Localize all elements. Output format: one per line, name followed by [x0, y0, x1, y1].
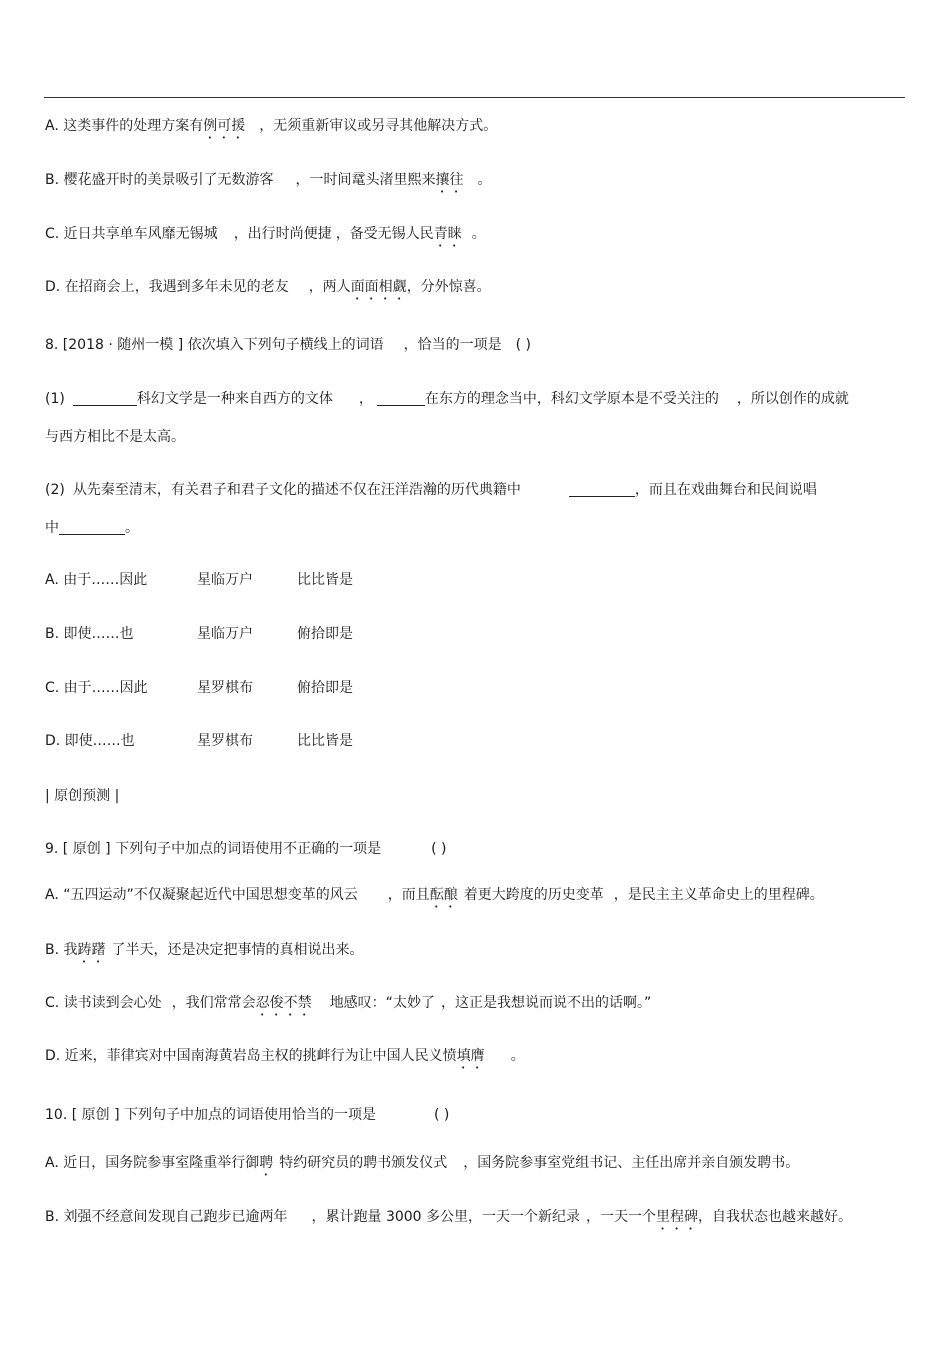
option-text: 特约研究员的聘书颁发仪式 [279, 1155, 448, 1171]
dotted-word: 攘往 [435, 172, 464, 188]
option-text: B. 刘强不经意间发现自己跑步已逾两年 [45, 1209, 288, 1225]
sentence-text: 科幻文学是一种来自西方的文体 [136, 391, 333, 407]
question-stem: 10. [ 原创 ] 下列句子中加点的词语使用恰当的一项是 [45, 1107, 376, 1123]
question-stem: 9. [ 原创 ] 下列句子中加点的词语使用不正确的一项是 [45, 841, 382, 857]
q8-sentence-1 [45, 389, 849, 409]
option-text: ，我遇到多年未见的老友 [134, 279, 289, 295]
option-text: ，一天一个 [586, 1209, 657, 1225]
option-text: 。 [471, 226, 486, 242]
option-text: ，而且 [387, 887, 430, 903]
option-text: 星罗棋布 [197, 733, 253, 749]
option-text: C. 由于……因此 [45, 680, 148, 696]
sentence-number: (1) [45, 391, 65, 407]
q8-sentence-1-cont [45, 427, 185, 447]
option-text: ，无须重新审议或另寻其他解决方式。 [259, 118, 498, 134]
option-text: C. 读书读到会心处 [45, 995, 162, 1011]
dotted-word: 酝酿 [429, 887, 458, 903]
option-text: B. 樱花盛开时的美景吸引了无数游客 [45, 172, 274, 188]
section-heading: | 原创预测 | [45, 788, 120, 804]
option-text: ，这正是我想说而说不出的话啊。” [440, 995, 652, 1011]
sentence-text: 在东方的理念当中 [424, 391, 537, 407]
sentence-text: 。 [125, 520, 139, 536]
option-text: ，是民主主义革命史上的里程碑。 [613, 887, 824, 903]
sentence-text: ，所以创作的成就 [736, 391, 849, 407]
q9-option-d [45, 1046, 525, 1072]
option-text: D. 在招商会上 [45, 279, 135, 295]
sentence-number: (2) [45, 482, 65, 498]
option-text: 星临万户 [197, 572, 253, 588]
sentence-text: ，而且在戏曲舞台和民间说唱 [634, 482, 817, 498]
fill-blank [569, 481, 635, 497]
fill-blank [73, 390, 137, 406]
option-text: A. “五四运动”不仅凝聚起近代中国思想变革的风云 [45, 887, 358, 903]
option-text: ，我们常常会 [171, 995, 256, 1011]
question-stem: ，恰当的一项是 [403, 337, 502, 353]
option-text: 比比皆是 [297, 733, 353, 749]
q8-option-a [45, 570, 353, 590]
fill-blank [59, 519, 125, 535]
q10-stem [45, 1105, 449, 1125]
option-text: 比比皆是 [297, 572, 353, 588]
option-text: D. 近来，菲律宾对中国南海黄岩岛主权的挑衅行为让中国人民义愤 [45, 1048, 457, 1064]
q9-option-b [45, 940, 364, 966]
dotted-word: 青睐 [433, 226, 462, 242]
q8-option-b [45, 624, 353, 644]
q7-option-a [45, 116, 497, 142]
question-stem: 8. [2018 · 随州一模 ] 依次填入下列句子横线上的词语 [45, 337, 384, 353]
q7-option-c [45, 224, 486, 250]
dotted-word: 面面相觑 [350, 279, 407, 295]
fill-blank [377, 390, 425, 406]
option-text: ，自我状态也越来越好。 [698, 1209, 853, 1225]
option-text: A. 近日，国务院参事室隆重举行御 [45, 1155, 260, 1171]
option-text: 。 [510, 1048, 525, 1064]
dotted-word: 例可援 [203, 118, 246, 134]
q8-option-c [45, 678, 353, 698]
option-text: B. 我 [45, 942, 78, 958]
q10-option-a [45, 1153, 799, 1179]
q7-option-d [45, 277, 491, 303]
option-text: ，一时间鼋头渚里熙来 [295, 172, 436, 188]
option-text: C. 近日共享单车风靡无锡城 [45, 226, 218, 242]
option-text: 着更大跨度的历史变革 [463, 887, 604, 903]
sentence-text: ，科幻文学原本是不受关注的 [536, 391, 719, 407]
option-text: ，两人 [308, 279, 351, 295]
dotted-word: 聘 [259, 1155, 274, 1171]
option-text: 地感叹：“太妙了 [329, 995, 435, 1011]
q8-option-d [45, 731, 353, 751]
option-text: A. 这类事件的处理方案有 [45, 118, 204, 134]
option-text: D. 即使……也 [45, 733, 135, 749]
option-text: ，备受无锡人民 [335, 226, 434, 242]
q8-sentence-2-cont [45, 518, 139, 538]
sentence-text: ， [358, 391, 373, 407]
option-text: ，出行时尚便捷 [233, 226, 332, 242]
q7-option-b [45, 170, 492, 196]
q9-option-a [45, 885, 824, 911]
sentence-text: 中 [45, 520, 59, 536]
sentence-text: 从先秦至清末 [72, 482, 157, 498]
option-text: 了半天，还是决定把事情的真相说出来。 [111, 942, 364, 958]
sentence-text: ，有关君子和君子文化的描述不仅在汪洋浩瀚的历代典籍中 [156, 482, 521, 498]
header-rule [44, 97, 905, 98]
sentence-text: 与西方相比不是太高。 [45, 429, 185, 445]
q9-option-c [45, 993, 651, 1019]
dotted-word: 忍俊不禁 [255, 995, 312, 1011]
option-text: 星临万户 [197, 626, 253, 642]
option-text: 。 [477, 172, 492, 188]
option-text: ，国务院参事室党组书记、主任出席并亲自颁发聘书。 [463, 1155, 800, 1171]
option-text: ，分外惊喜。 [406, 279, 491, 295]
option-text: 俯拾即是 [297, 626, 353, 642]
dotted-word: 填膺 [456, 1048, 485, 1064]
q8-stem [45, 335, 531, 355]
q8-sentence-2 [45, 480, 817, 500]
option-text: 星罗棋布 [197, 680, 253, 696]
option-text: ，累计跑量 3000 多公里，一天一个新纪录 [311, 1209, 581, 1225]
q9-stem [45, 839, 446, 859]
answer-paren: ( ) [515, 337, 531, 353]
answer-paren: ( ) [434, 1107, 450, 1123]
option-text: B. 即使……也 [45, 626, 134, 642]
answer-paren: ( ) [431, 841, 447, 857]
q10-option-b [45, 1207, 852, 1233]
option-text: 俯拾即是 [297, 680, 353, 696]
dotted-word: 踌躇 [77, 942, 106, 958]
option-text: A. 由于……因此 [45, 572, 148, 588]
dotted-word: 里程碑 [656, 1209, 699, 1225]
